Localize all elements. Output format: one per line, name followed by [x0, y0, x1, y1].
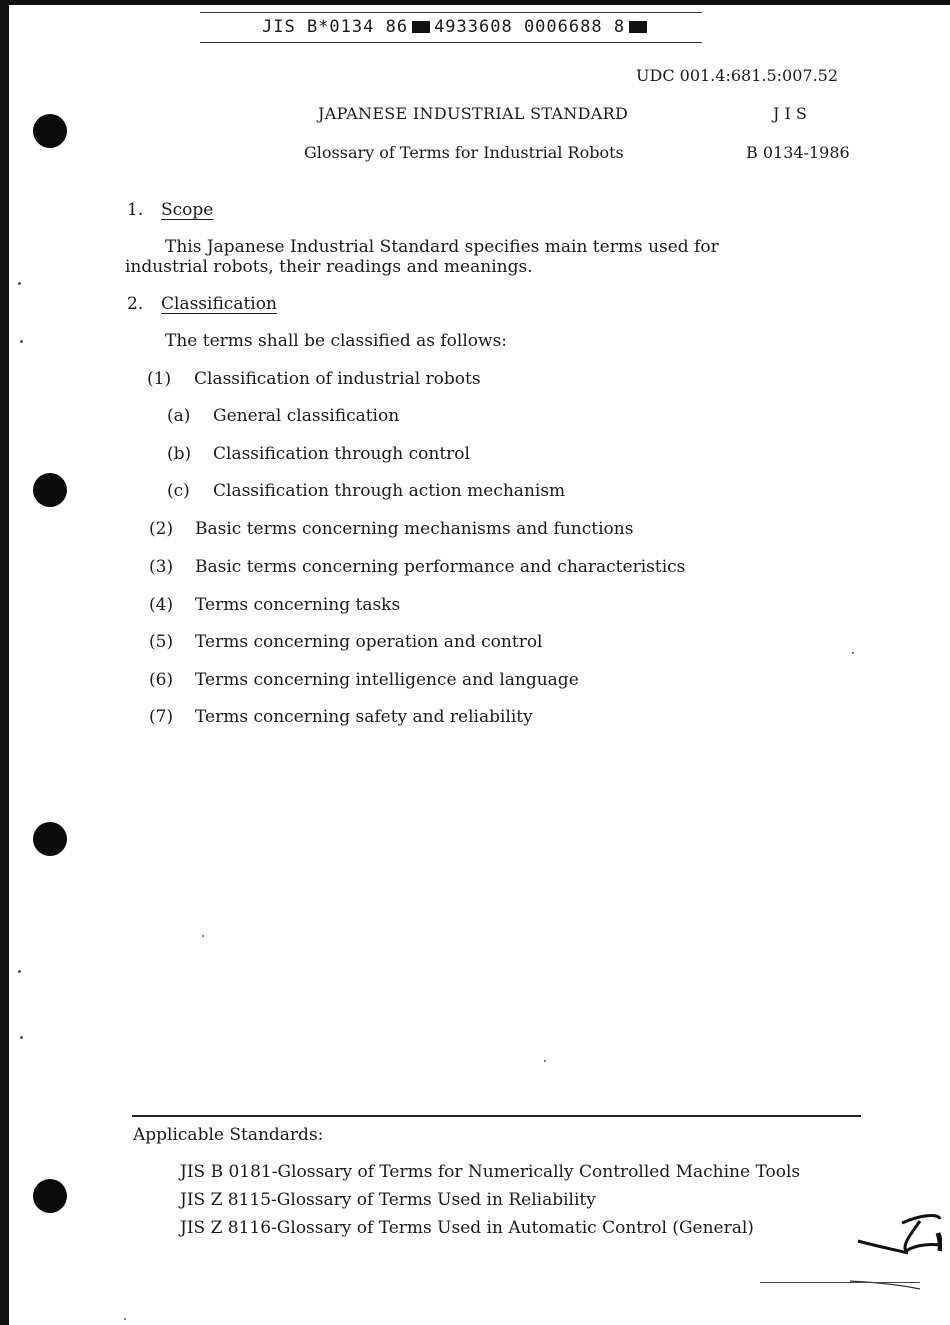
list-item-label: Terms concerning intelligence and language: [195, 670, 579, 690]
header-code: [262, 17, 651, 37]
list-item-number: (1): [147, 369, 172, 389]
header-rule-bottom: [200, 42, 702, 43]
header-rule-top: [200, 12, 702, 13]
list-item-label: Terms concerning safety and reliability: [195, 707, 533, 727]
applicable-heading: Applicable Standards:: [133, 1125, 324, 1145]
header-code-part1: JIS B*0134 86: [262, 17, 409, 37]
list-item-label: Basic terms concerning mechanisms and functions: [195, 519, 634, 539]
punch-hole: [33, 822, 67, 856]
scan-speck: [20, 1036, 23, 1039]
punch-hole: [33, 114, 67, 148]
list-item-number: (7): [149, 707, 174, 727]
scan-speck: [544, 1060, 546, 1062]
list-item-label: Basic terms concerning performance and characteristics: [195, 557, 686, 577]
page-left-edge: [0, 0, 9, 1325]
footer-rule: [132, 1115, 861, 1117]
sub-item-number: (c): [167, 481, 190, 501]
standard-number: B 0134-1986: [746, 143, 850, 162]
standard-subtitle: Glossary of Terms for Industrial Robots: [304, 143, 624, 162]
scribble-mark: [850, 1205, 942, 1300]
sub-item-label: Classification through control: [213, 444, 470, 464]
reference-item: JIS Z 8116-Glossary of Terms Used in Automatic Control (General): [180, 1218, 754, 1238]
list-item-number: (5): [149, 632, 174, 652]
list-item-number: (4): [149, 595, 174, 615]
sub-item-number: (b): [167, 444, 192, 464]
udc-number: UDC 001.4:681.5:007.52: [636, 66, 839, 85]
scan-speck: [202, 935, 204, 937]
redaction-block: [412, 21, 430, 33]
list-item-label: Terms concerning tasks: [195, 595, 401, 615]
sub-item-label: General classification: [213, 406, 400, 426]
reference-item: JIS B 0181-Glossary of Terms for Numerically Controlled Machine Tools: [180, 1162, 801, 1182]
reference-item: JIS Z 8115-Glossary of Terms Used in Reliability: [180, 1190, 596, 1210]
scan-speck: [18, 282, 21, 285]
list-item-number: (3): [149, 557, 174, 577]
punch-hole: [33, 473, 67, 507]
scribble-underline: [760, 1282, 920, 1283]
list-item-label: Terms concerning operation and control: [195, 632, 543, 652]
header-code-part2: 4933608 0006688 8: [434, 17, 626, 37]
page-top-edge: [0, 0, 950, 5]
scope-text-line-2: industrial robots, their readings and meanings.: [125, 257, 533, 277]
list-item-label: Classification of industrial robots: [194, 369, 481, 389]
punch-hole: [33, 1179, 67, 1213]
standard-title: JAPANESE INDUSTRIAL STANDARD: [318, 104, 629, 123]
scan-speck: [20, 340, 23, 343]
section-1-heading: Scope: [161, 200, 214, 220]
list-item-number: (2): [149, 519, 174, 539]
sub-item-number: (a): [167, 406, 191, 426]
scope-text-line-1: This Japanese Industrial Standard specifies main terms used for: [165, 237, 719, 257]
section-1-number: 1.: [127, 200, 144, 220]
jis-mark: J I S: [773, 104, 807, 123]
classification-intro: The terms shall be classified as follows:: [165, 331, 508, 351]
sub-item-label: Classification through action mechanism: [213, 481, 566, 501]
section-2-heading: Classification: [161, 294, 277, 314]
section-2-number: 2.: [127, 294, 144, 314]
list-item-number: (6): [149, 670, 174, 690]
redaction-block: [629, 21, 647, 33]
scan-speck: [18, 970, 21, 973]
scan-speck: [124, 1318, 126, 1320]
scan-speck: [852, 652, 854, 654]
